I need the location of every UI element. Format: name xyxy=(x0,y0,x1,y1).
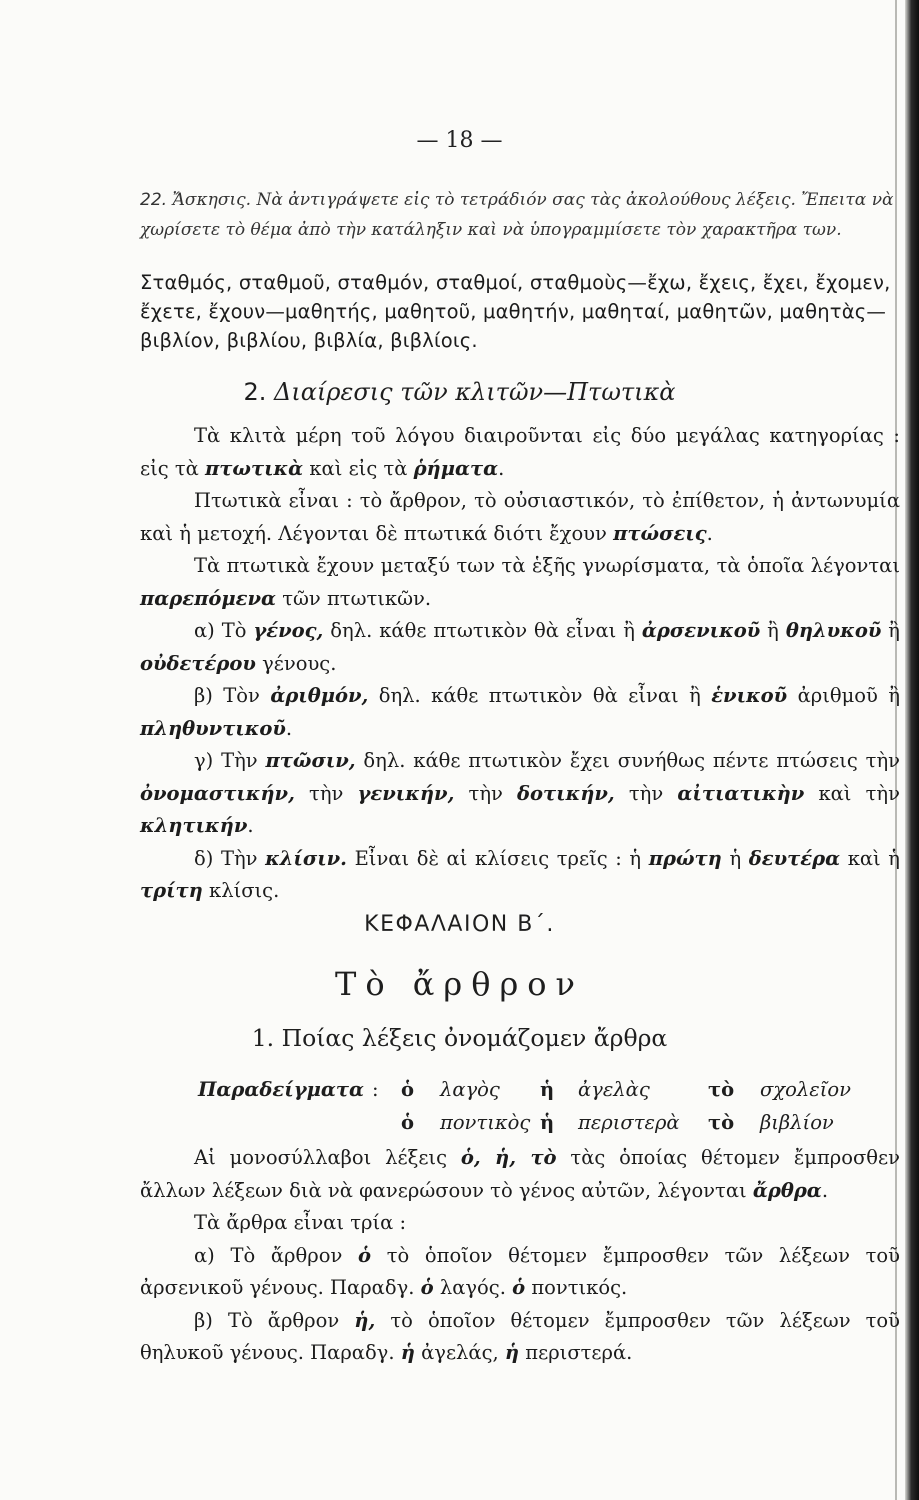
paragraph-declension xyxy=(140,843,900,908)
examples-row xyxy=(140,1074,900,1107)
term-emphasis: οὐδετέρου xyxy=(140,651,256,675)
example-word: περιστερὰ xyxy=(578,1111,680,1134)
example-word: σχολεῖον xyxy=(760,1078,851,1101)
paragraph-gender xyxy=(140,615,900,680)
article-feminine: ἡ xyxy=(540,1078,555,1101)
term-emphasis: πληθυντικοῦ xyxy=(140,716,286,740)
term-emphasis: τρίτη xyxy=(140,879,203,902)
text-run: . xyxy=(706,521,713,545)
examples-label: Παραδείγματα xyxy=(198,1078,364,1101)
exercise-word-list: Σταθμός, σταθμοῦ, σταθμόν, σταθμοί, σταθμοὺς—ἔχω, ἔχεις, ἔχει, ἔχομεν, ἔχετε, ἔχουν—μαθητής, μαθητοῦ, μαθητήν, μαθηταί, μαθητῶν, μαθητὰς—βιβλίον, βιβλίου, βιβλία, βιβλίοις. xyxy=(140,271,891,352)
term-emphasis: ὁ xyxy=(512,1276,526,1299)
text-run: ἢ xyxy=(881,619,900,642)
paragraph-article-feminine xyxy=(140,1305,900,1370)
term-emphasis: αἰτιατικὴν xyxy=(677,781,805,805)
page-edge-shadow xyxy=(905,0,919,1500)
text-run: ἢ xyxy=(760,619,786,642)
text-run: Εἶναι δὲ αἱ κλίσεις τρεῖς : ἡ xyxy=(346,846,649,870)
articles-body xyxy=(140,1142,900,1370)
text-run: . xyxy=(498,456,505,480)
term-emphasis: δοτικήν, xyxy=(517,781,615,805)
article-masculine: ὁ xyxy=(401,1111,415,1134)
paragraph-case xyxy=(140,745,900,843)
term-emphasis: ῥήματα xyxy=(413,456,499,480)
term-emphasis: ὀνομαστικήν, xyxy=(140,781,295,805)
text-run: . xyxy=(285,716,293,740)
paragraph-number xyxy=(140,680,900,745)
paragraph-articles-definition xyxy=(140,1142,900,1207)
text-run: δηλ. κάθε πτωτικὸν ἔχει συνήθως πέντε πτώσεις τὴν xyxy=(355,749,900,772)
text-run: δηλ. κάθε πτωτικὸν θὰ εἶναι ἢ xyxy=(368,684,712,707)
text-run: τῶν πτωτικῶν. xyxy=(276,586,432,610)
examples-row xyxy=(140,1107,900,1140)
term-emphasis: πτῶσιν, xyxy=(265,749,356,772)
term-emphasis: κλητικήν xyxy=(140,814,248,837)
example-word: λαγὸς xyxy=(440,1078,500,1101)
article-feminine: ἡ xyxy=(540,1111,555,1134)
text-run: καὶ εἰς τὰ xyxy=(303,456,414,480)
text-run: δ) Τὴν xyxy=(194,846,266,870)
text-run: λαγός. xyxy=(433,1276,513,1299)
text-run: δηλ. κάθε πτωτικὸν θὰ εἶναι ἢ xyxy=(323,619,642,642)
page-number: — 18 — xyxy=(416,128,503,153)
exercise-paragraph xyxy=(140,185,900,245)
term-emphasis: ὁ xyxy=(420,1276,434,1299)
paragraph-features xyxy=(140,550,900,615)
text-run: τὴν xyxy=(454,781,518,805)
text-run: κλίσις. xyxy=(202,879,280,902)
chapter-heading: ΚΕΦΑΛΑΙΟΝ Β΄. xyxy=(364,912,555,937)
text-run: γ) Τὴν xyxy=(194,749,266,772)
text-run: ποντικός. xyxy=(525,1276,628,1299)
term-emphasis: πτωτικὰ xyxy=(205,456,304,480)
paragraph-article-masculine xyxy=(140,1240,900,1305)
section-number: 2. xyxy=(243,378,267,406)
text-run: τὸ ὁποῖον θέτομεν ἔμπροσθεν τῶν λέξεων τοῦ θηλυκοῦ γένους. Παραδγ. xyxy=(140,1308,901,1364)
text-run: τὴν xyxy=(294,781,358,805)
text-run: περιστερά. xyxy=(519,1341,633,1364)
term-emphasis: ἄρθρα xyxy=(752,1178,822,1202)
example-word: βιβλίον xyxy=(760,1111,834,1134)
term-emphasis: ἡ xyxy=(504,1341,520,1364)
text-run: . xyxy=(247,814,254,837)
term-emphasis: πρώτη xyxy=(648,846,722,870)
exercise-number: 22. xyxy=(140,190,168,210)
examples-block xyxy=(140,1074,900,1140)
text-run: γένους. xyxy=(255,651,337,675)
term-emphasis: γένος, xyxy=(253,619,324,642)
term-emphasis: ἀριθμόν, xyxy=(270,684,369,707)
text-run: τὰς ὁποίας θέτομεν ἔμπροσθεν ἄλλων λέξεων διὰ νὰ φανερώσουν τὸ γένος αὐτῶν, λέγονται xyxy=(140,1146,900,1202)
text-run: α) Τὸ xyxy=(194,619,254,642)
text-run: ἀριθμοῦ ἢ xyxy=(787,684,900,707)
term-emphasis: ἑνικοῦ xyxy=(711,684,788,707)
subsection-heading: 1. Ποίας λέξεις ὀνομάζομεν ἄρθρα xyxy=(251,1024,668,1052)
paragraph-articles-count: Τὰ ἄρθρα εἶναι τρία : xyxy=(194,1211,407,1234)
example-word: ποντικὸς xyxy=(440,1111,531,1134)
term-emphasis: ἀρσενικοῦ xyxy=(641,619,761,642)
text-run: καὶ τὴν xyxy=(804,781,900,805)
exercise-text: Νὰ ἀντιγράψετε εἰς τὸ τετράδιόν σας τὰς ἀκολούθους λέξεις. Ἔπειτα νὰ χωρίσετε τὸ θέμα ἀπὸ τὴν κατάληξιν καὶ νὰ ὑπογραμμίσετε τὸν χαρακτῆρα των. xyxy=(140,190,894,240)
example-word: ἀγελὰς xyxy=(578,1078,650,1101)
text-run: Τὰ κλιτὰ μέρη τοῦ λόγου διαιροῦνται εἰς δύο μεγάλας κατηγορίας : εἰς τὰ xyxy=(140,424,900,480)
section-body xyxy=(140,420,900,908)
paragraph-categories xyxy=(140,420,900,485)
text-run: ἀγελάς, xyxy=(414,1341,505,1364)
term-emphasis: ὁ xyxy=(358,1243,372,1267)
text-run: β) Τὸν xyxy=(194,684,271,707)
term-emphasis: παρεπόμενα xyxy=(140,586,277,610)
section-title: Διαίρεσις τῶν κλιτῶν—Πτωτικὰ xyxy=(274,378,676,406)
examples-colon: : xyxy=(372,1078,379,1101)
text-run: ἡ xyxy=(721,846,749,870)
text-run: β) Τὸ ἄρθρον xyxy=(194,1308,355,1332)
text-run: Πτωτικὰ εἶναι : τὸ ἄρθρον, τὸ οὐσιαστικόν, τὸ ἐπίθετον, ἡ ἀντωνυμία καὶ ἡ μετοχή. Λέγονται δὲ πτωτικά διότι ἔχουν xyxy=(140,489,900,545)
text-run: Τὰ πτωτικὰ ἔχουν μεταξύ των τὰ ἑξῆς γνωρίσματα, τὰ ὁποῖα λέγονται xyxy=(194,554,900,577)
article-neuter: τὸ xyxy=(708,1078,735,1101)
text-run: τὴν xyxy=(614,781,678,805)
article-masculine: ὁ xyxy=(401,1078,415,1101)
term-emphasis: θηλυκοῦ xyxy=(785,619,882,642)
text-run: καὶ ἡ xyxy=(840,846,900,870)
term-emphasis: δευτέρα xyxy=(748,846,841,870)
exercise-label: Ἄσκησις. xyxy=(172,190,252,210)
chapter-title: Τὸ ἄρθρον xyxy=(335,965,584,1003)
term-emphasis: ἡ, xyxy=(354,1308,376,1332)
term-emphasis: γενικήν, xyxy=(357,781,455,805)
term-emphasis: ἡ xyxy=(400,1341,415,1364)
text-run: τὸ ὁποῖον θέτομεν ἔμπροσθεν τῶν λέξεων τοῦ ἀρσενικοῦ γένους. Παραδγ. xyxy=(140,1243,900,1299)
section-heading xyxy=(0,378,919,406)
text-run: Αἱ μονοσύλλαβοι λέξεις xyxy=(194,1146,461,1169)
text-run: α) Τὸ ἄρθρον xyxy=(194,1243,358,1267)
paragraph-inflected xyxy=(140,485,900,550)
article-neuter: τὸ xyxy=(708,1111,735,1134)
text-run: . xyxy=(821,1178,829,1202)
term-emphasis: κλίσιν. xyxy=(265,846,347,870)
term-emphasis: ὁ, ἡ, τὸ xyxy=(460,1146,557,1169)
term-emphasis: πτώσεις xyxy=(613,521,707,545)
